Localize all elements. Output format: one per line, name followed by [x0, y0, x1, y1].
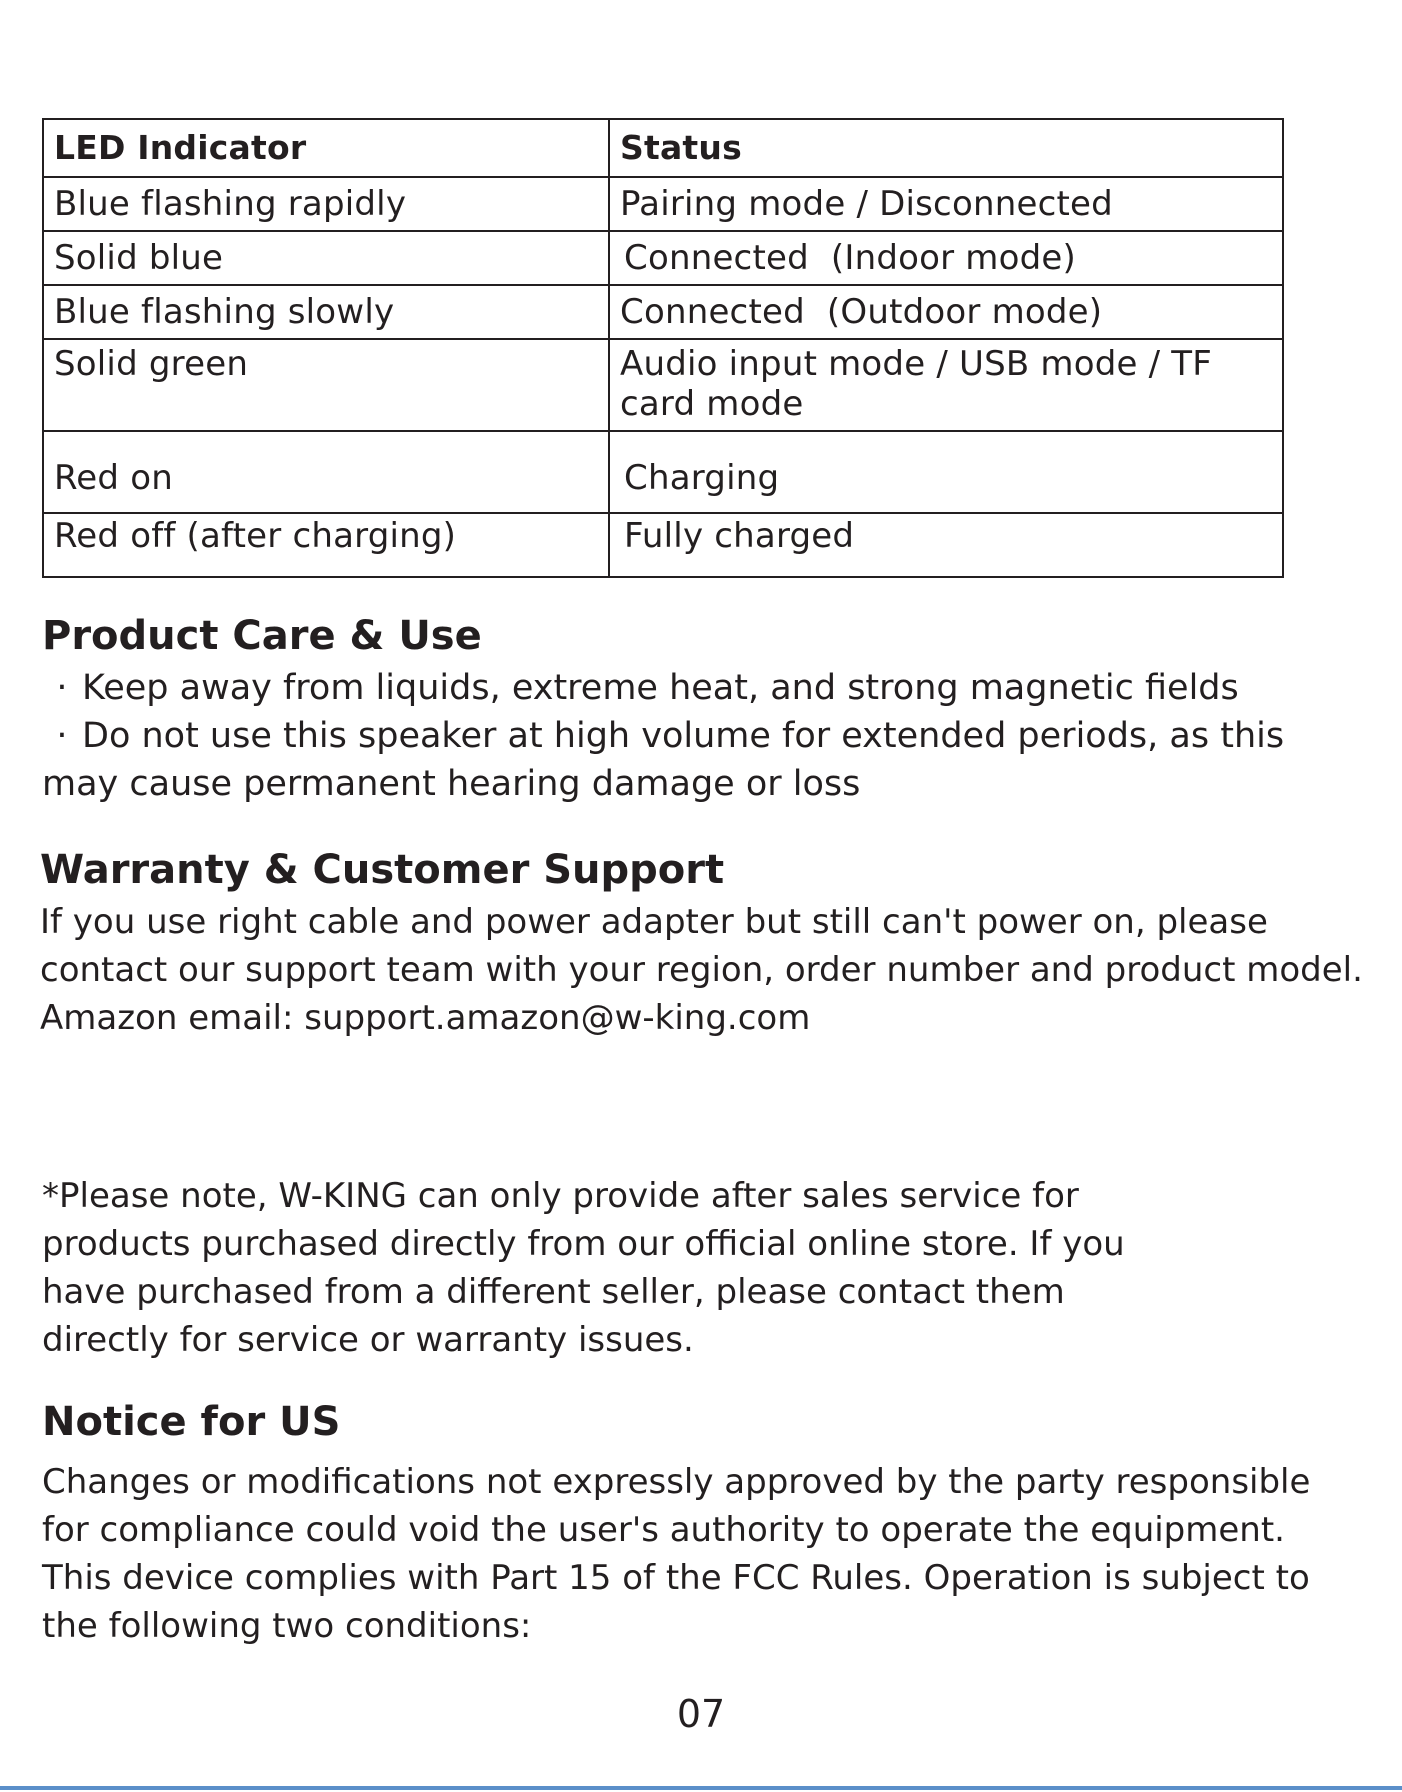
page-number: 07 — [676, 1692, 726, 1736]
led-cell: Blue flashing rapidly — [43, 177, 609, 231]
led-indicator-table — [42, 118, 1284, 578]
product-care-section — [42, 612, 1362, 808]
table-row — [43, 285, 1283, 339]
led-cell: Solid green — [43, 339, 609, 431]
table-row — [43, 177, 1283, 231]
status-cell: Connected (Outdoor mode) — [609, 285, 1283, 339]
notice-section — [42, 1398, 1342, 1650]
led-cell: Solid blue — [43, 231, 609, 285]
notice-paragraph: Changes or modifications not expressly approved by the party responsible for compliance could void the user's authority to operate the equipment. This device complies with Part 15 of the FCC Rules. Operation is subject to the following two conditions: — [42, 1462, 1311, 1646]
table-header-status: Status — [609, 119, 1283, 177]
status-cell: Connected (Indoor mode) — [609, 231, 1283, 285]
care-bullet-text: Keep away from liquids, extreme heat, and strong magnetic fields — [82, 668, 1239, 708]
warranty-note-text: *Please note, W-KING can only provide after sales service for products purchased directly from our official online store. If you have purchased from a different seller, please contact them directly for service or warranty issues. — [42, 1176, 1125, 1360]
status-cell: Audio input mode / USB mode / TF card mode — [609, 339, 1283, 431]
status-cell: Charging — [609, 431, 1283, 513]
care-bullet — [42, 664, 1362, 712]
warranty-section — [40, 846, 1370, 1042]
bullet-dot-icon: · — [56, 668, 68, 708]
status-cell: Fully charged — [609, 513, 1283, 577]
table-header-row — [43, 119, 1283, 177]
table-row — [43, 513, 1283, 577]
table-row — [43, 231, 1283, 285]
warranty-note — [42, 1172, 1202, 1364]
warranty-heading: Warranty & Customer Support — [40, 847, 725, 893]
status-cell: Pairing mode / Disconnected — [609, 177, 1283, 231]
notice-heading: Notice for US — [42, 1399, 341, 1445]
bottom-rule — [0, 1786, 1402, 1790]
led-cell: Red on — [43, 431, 609, 513]
table-row — [43, 431, 1283, 513]
care-bullet-continuation: may cause permanent hearing damage or loss — [42, 764, 861, 804]
care-bullet-text: Do not use this speaker at high volume for extended periods, as this — [82, 716, 1285, 756]
led-cell: Red off (after charging) — [43, 513, 609, 577]
support-email: Amazon email: support.amazon@w-king.com — [40, 998, 811, 1038]
warranty-paragraph: If you use right cable and power adapter but still can't power on, please contact our support team with your region, order number and product model. — [40, 902, 1363, 990]
product-care-heading: Product Care & Use — [42, 613, 482, 659]
care-bullet — [42, 712, 1362, 760]
bullet-dot-icon: · — [56, 716, 68, 756]
table-row — [43, 339, 1283, 431]
led-cell: Blue flashing slowly — [43, 285, 609, 339]
table-header-led: LED Indicator — [43, 119, 609, 177]
